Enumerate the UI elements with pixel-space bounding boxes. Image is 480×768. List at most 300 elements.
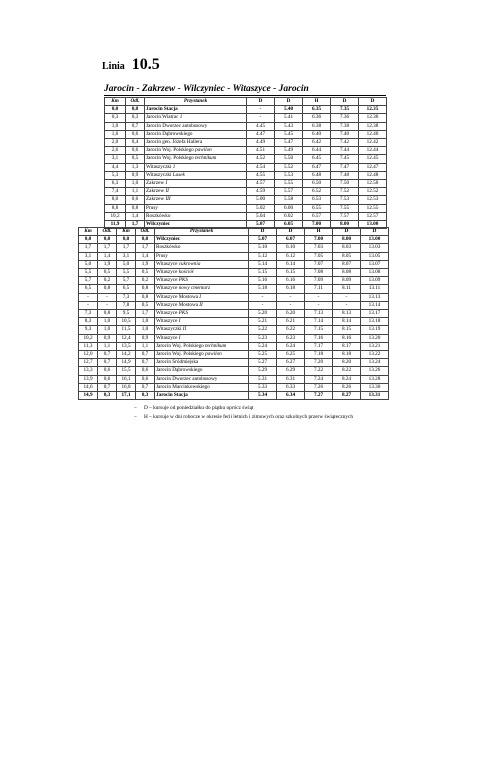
time-cell: 6.48 — [303, 171, 331, 179]
time-cell: 8.14 — [333, 318, 361, 326]
km-cell: 10,2 — [105, 212, 126, 220]
odl-b-cell: 0,3 — [136, 392, 155, 400]
table-row — [79, 277, 389, 285]
stop-suffix: I — [178, 334, 181, 341]
time-cell: 5.50 — [275, 155, 303, 163]
time-cell: 7.26 — [305, 383, 333, 391]
time-cell: 8.15 — [333, 326, 361, 334]
time-cell: 5.12 — [249, 252, 277, 260]
table-row — [105, 147, 387, 155]
time-cell: 5.49 — [275, 147, 303, 155]
note-row — [134, 413, 353, 422]
time-cell: 12.53 — [359, 196, 387, 204]
time-cell: 7.47 — [331, 163, 359, 171]
time-cell: 8.26 — [333, 383, 361, 391]
table-header-row — [79, 228, 389, 236]
time-cell: 4.51 — [247, 147, 275, 155]
time-cell: 5.57 — [275, 188, 303, 196]
stop-name: Jarocin Woj. Polskiego — [156, 351, 204, 358]
time-cell: 6.34 — [277, 392, 305, 400]
time-cell: 6.35 — [303, 106, 331, 114]
km-cell: 4,4 — [105, 163, 126, 171]
stop-name: Jarocin Śródmiejska — [156, 359, 199, 366]
col-km-b: Km — [117, 228, 136, 236]
time-cell: 13.22 — [361, 351, 389, 359]
time-cell: 5.07 — [247, 221, 275, 229]
stop-name-cell — [145, 188, 247, 196]
col-course-3: H — [303, 98, 331, 106]
km-b-cell: 1,7 — [117, 244, 136, 252]
time-cell: - — [277, 293, 305, 301]
timetable-return — [78, 227, 389, 400]
time-cell: 4.49 — [247, 139, 275, 147]
stop-suffix: technikum — [195, 155, 217, 162]
time-cell: 5.10 — [249, 244, 277, 252]
time-cell: 6.24 — [277, 342, 305, 350]
km-a-cell: 13,9 — [79, 375, 98, 383]
time-cell: 13.26 — [361, 367, 389, 375]
time-cell: 7.11 — [305, 285, 333, 293]
time-cell: 13.19 — [361, 326, 389, 334]
table-row — [79, 318, 389, 326]
time-cell: 7.05 — [305, 252, 333, 260]
odl-cell: 0,6 — [126, 147, 145, 155]
table-row — [105, 204, 387, 212]
table-row — [105, 106, 387, 114]
odl-a-cell: - — [98, 293, 117, 301]
time-cell: 6.50 — [303, 180, 331, 188]
stop-name: Prusy — [156, 252, 168, 259]
km-cell: 2,6 — [105, 147, 126, 155]
note-row — [134, 404, 353, 413]
stop-name: Zakrzew — [146, 196, 165, 203]
time-cell: - — [333, 293, 361, 301]
stop-name: Witaszyczki — [146, 163, 172, 170]
time-cell: 13.09 — [361, 277, 389, 285]
time-cell: 7.07 — [305, 260, 333, 268]
odl-b-cell: 0,9 — [136, 334, 155, 342]
time-cell: 7.55 — [331, 204, 359, 212]
stop-name-cell — [155, 359, 249, 367]
time-cell: 5.15 — [249, 269, 277, 277]
time-cell: 7.13 — [305, 310, 333, 318]
note-text: D – kursuje od poniedziałku do piątku oprócz świąt — [144, 405, 254, 411]
odl-a-cell: 0,3 — [98, 392, 117, 400]
stop-name: Witaszyczki — [146, 171, 172, 178]
table-row — [79, 301, 389, 309]
line-label: Linia — [102, 61, 125, 72]
km-a-cell: 7,3 — [79, 310, 98, 318]
col-course-4: D — [331, 98, 359, 106]
stop-suffix: II — [182, 326, 187, 333]
stop-name: Witaszyce — [156, 310, 178, 317]
km-b-cell: 14,2 — [117, 351, 136, 359]
time-cell: - — [249, 301, 277, 309]
time-cell: 8.16 — [333, 334, 361, 342]
time-cell: 5.00 — [247, 196, 275, 204]
time-cell: 5.47 — [275, 139, 303, 147]
stop-name: Jarocin gen. Józefa Hallera — [146, 139, 203, 146]
stop-suffix: cukrownia — [178, 260, 201, 267]
table-row — [79, 244, 389, 252]
table-row — [105, 188, 387, 196]
time-cell: 5.07 — [249, 236, 277, 244]
time-cell: 13.30 — [361, 383, 389, 391]
time-cell: 6.47 — [303, 163, 331, 171]
table-row — [105, 122, 387, 130]
odl-a-cell: 1,9 — [98, 260, 117, 268]
km-b-cell: 5,7 — [117, 277, 136, 285]
time-cell: 7.17 — [305, 342, 333, 350]
km-cell: 0,0 — [105, 106, 126, 114]
stop-suffix: nowy cmentarz — [178, 285, 210, 292]
stop-suffix: PKS — [178, 277, 188, 284]
time-cell: 7.14 — [305, 318, 333, 326]
time-cell: 13.17 — [361, 310, 389, 318]
stop-name-cell — [145, 139, 247, 147]
time-cell: 7.18 — [305, 351, 333, 359]
time-cell: 8.05 — [333, 252, 361, 260]
odl-a-cell: 1,1 — [98, 342, 117, 350]
time-cell: 5.40 — [275, 106, 303, 114]
time-cell: 7.38 — [331, 122, 359, 130]
line-number: 10.5 — [131, 56, 160, 73]
time-cell: 7.42 — [331, 139, 359, 147]
col-km: Km — [105, 98, 126, 106]
odl-b-cell: 0,0 — [136, 236, 155, 244]
stop-name-cell — [155, 351, 249, 359]
time-cell: - — [249, 293, 277, 301]
stop-name-cell — [145, 122, 247, 130]
time-cell: 5.24 — [249, 342, 277, 350]
stop-name-cell — [155, 269, 249, 277]
time-cell: 7.57 — [331, 212, 359, 220]
km-b-cell: 5,0 — [117, 260, 136, 268]
km-cell: 7,4 — [105, 188, 126, 196]
stop-name-cell — [155, 285, 249, 293]
odl-a-cell: 0,0 — [98, 236, 117, 244]
odl-a-cell: 0,7 — [98, 359, 117, 367]
time-cell: 6.18 — [277, 285, 305, 293]
time-cell: 5.52 — [275, 163, 303, 171]
time-cell: 13.00 — [361, 236, 389, 244]
route-title-underline — [104, 95, 386, 96]
time-cell: 13.05 — [361, 252, 389, 260]
time-cell: 4.47 — [247, 130, 275, 138]
time-cell: 5.02 — [247, 204, 275, 212]
odl-b-cell: 0,8 — [136, 293, 155, 301]
time-cell: 12.48 — [359, 171, 387, 179]
time-cell: 8.13 — [333, 310, 361, 318]
time-cell: 5.14 — [249, 260, 277, 268]
time-cell: 12.44 — [359, 147, 387, 155]
time-cell: - — [305, 301, 333, 309]
time-cell: 4.45 — [247, 122, 275, 130]
time-cell: 6.36 — [303, 114, 331, 122]
stop-name-cell — [155, 375, 249, 383]
col-odl-a: Odl. — [98, 228, 117, 236]
km-b-cell: 7,3 — [117, 293, 136, 301]
time-cell: 7.48 — [331, 171, 359, 179]
odl-a-cell: 0,6 — [98, 367, 117, 375]
col-course-1: D — [247, 98, 275, 106]
table-row — [79, 392, 389, 400]
time-cell: 8.11 — [333, 285, 361, 293]
km-b-cell: 7,8 — [117, 301, 136, 309]
stop-suffix: III — [165, 196, 171, 203]
stop-name: Witaszyce — [156, 318, 178, 325]
time-cell: 8.09 — [333, 277, 361, 285]
odl-cell: 1,1 — [126, 188, 145, 196]
time-cell: 13.07 — [361, 260, 389, 268]
time-cell: 8.07 — [333, 260, 361, 268]
time-cell: 8.22 — [333, 367, 361, 375]
line-title — [102, 56, 160, 74]
stop-name-cell — [155, 318, 249, 326]
time-cell: 13.14 — [361, 301, 389, 309]
km-b-cell: 5,5 — [117, 269, 136, 277]
km-b-cell: 17,1 — [117, 392, 136, 400]
table-row — [79, 334, 389, 342]
odl-b-cell: 0,6 — [136, 375, 155, 383]
stop-name-cell — [145, 171, 247, 179]
time-cell: 12.38 — [359, 122, 387, 130]
time-cell: 7.52 — [331, 188, 359, 196]
stop-suffix: technikum — [205, 342, 227, 349]
legend-notes — [134, 404, 353, 422]
time-cell: 5.18 — [249, 285, 277, 293]
km-a-cell: 10,2 — [79, 334, 98, 342]
time-cell: 13.20 — [361, 334, 389, 342]
time-cell: 6.02 — [275, 212, 303, 220]
time-cell: 7.40 — [331, 130, 359, 138]
stop-name: Jarocin Dworzec autobusowy — [156, 375, 218, 382]
time-cell: 7.44 — [331, 147, 359, 155]
stop-name: Prusy — [146, 204, 158, 211]
stop-name: Witaszyce — [156, 260, 178, 267]
stop-name-cell — [145, 212, 247, 220]
stop-name-cell — [155, 392, 249, 400]
stop-name: Jarocin Woj. Polskiego — [146, 155, 194, 162]
km-b-cell: 14,9 — [117, 359, 136, 367]
odl-b-cell: 0,5 — [136, 269, 155, 277]
stop-name-cell — [145, 147, 247, 155]
time-cell: 7.35 — [331, 106, 359, 114]
time-cell: 5.20 — [249, 310, 277, 318]
col-stop: Przystanek — [145, 98, 247, 106]
time-cell: 13.28 — [361, 375, 389, 383]
stop-name-cell — [155, 260, 249, 268]
table-row — [105, 130, 387, 138]
stop-name-cell — [145, 196, 247, 204]
stop-suffix: I — [199, 293, 202, 300]
time-cell: 4.52 — [247, 155, 275, 163]
odl-cell: 0,4 — [126, 139, 145, 147]
km-a-cell: 14,6 — [79, 383, 98, 391]
km-b-cell: 13,5 — [117, 342, 136, 350]
time-cell: 5.04 — [247, 212, 275, 220]
km-a-cell: 1,7 — [79, 244, 98, 252]
time-cell: 7.08 — [305, 269, 333, 277]
time-cell: 12.40 — [359, 130, 387, 138]
stop-suffix: 1 — [172, 163, 176, 170]
table-row — [79, 375, 389, 383]
time-cell: 8.18 — [333, 351, 361, 359]
time-cell: 6.10 — [277, 244, 305, 252]
time-cell: 13.31 — [361, 392, 389, 400]
odl-a-cell: 1,0 — [98, 326, 117, 334]
time-cell: 7.53 — [331, 196, 359, 204]
note-text: H – kursuje w dni robocze w okresie ferii letnich i zimowych oraz szkolnych przerw świątecznych — [144, 414, 354, 420]
km-cell: 1,0 — [105, 122, 126, 130]
time-cell: 12.35 — [359, 106, 387, 114]
stop-suffix: I — [165, 180, 168, 187]
km-a-cell: 13,3 — [79, 367, 98, 375]
stop-name-cell — [155, 277, 249, 285]
odl-cell: 1,7 — [126, 221, 145, 229]
time-cell: 5.27 — [249, 359, 277, 367]
odl-a-cell: 0,8 — [98, 285, 117, 293]
stop-name-cell — [145, 180, 247, 188]
odl-a-cell: 0,2 — [98, 277, 117, 285]
time-cell: 8.00 — [333, 236, 361, 244]
col-course-2: D — [277, 228, 305, 236]
time-cell: 6.53 — [303, 196, 331, 204]
odl-cell: 0,9 — [126, 171, 145, 179]
return-rows — [79, 236, 389, 400]
stop-name-cell — [145, 114, 247, 122]
time-cell: 6.31 — [277, 375, 305, 383]
odl-cell: 0,0 — [126, 106, 145, 114]
time-cell: 7.50 — [331, 180, 359, 188]
odl-a-cell: 0,7 — [98, 351, 117, 359]
time-cell: 12.45 — [359, 155, 387, 163]
col-km-a: Km — [79, 228, 98, 236]
time-cell: 5.58 — [275, 196, 303, 204]
time-cell: - — [305, 293, 333, 301]
table-row — [79, 236, 389, 244]
table-row — [105, 114, 387, 122]
odl-cell: 0,7 — [126, 122, 145, 130]
odl-cell: 0,6 — [126, 196, 145, 204]
table-row — [79, 252, 389, 260]
odl-b-cell: 1,4 — [136, 252, 155, 260]
time-cell: 5.16 — [249, 277, 277, 285]
km-cell: 1,6 — [105, 130, 126, 138]
col-course-5: D — [359, 98, 387, 106]
time-cell: 6.27 — [277, 359, 305, 367]
stop-name: Witaszyce — [156, 285, 178, 292]
km-a-cell: 5,0 — [79, 260, 98, 268]
time-cell: 6.05 — [275, 221, 303, 229]
stop-name: Jarocin Woj. Polskiego — [156, 342, 204, 349]
km-b-cell: 9,5 — [117, 310, 136, 318]
odl-b-cell: 1,0 — [136, 326, 155, 334]
time-cell: 6.25 — [277, 351, 305, 359]
time-cell: 7.24 — [305, 375, 333, 383]
time-cell: 8.08 — [333, 269, 361, 277]
time-cell: 7.27 — [305, 392, 333, 400]
odl-cell: 1,0 — [126, 180, 145, 188]
time-cell: 6.14 — [277, 260, 305, 268]
stop-name-cell — [155, 334, 249, 342]
stop-suffix: 1 — [179, 114, 183, 121]
time-cell: 13.13 — [361, 293, 389, 301]
km-cell: 8,8 — [105, 204, 126, 212]
km-a-cell: 12,0 — [79, 351, 98, 359]
time-cell: 8.00 — [331, 221, 359, 229]
time-cell: 13.24 — [361, 359, 389, 367]
time-cell: 8.27 — [333, 392, 361, 400]
stop-name-cell — [155, 252, 249, 260]
stop-name-cell — [155, 301, 249, 309]
odl-cell: 1,4 — [126, 212, 145, 220]
km-a-cell: 3,1 — [79, 252, 98, 260]
stop-name: Witaszyce — [156, 334, 178, 341]
table-header-row — [105, 98, 387, 106]
time-cell: 6.40 — [303, 130, 331, 138]
stop-name-cell — [155, 244, 249, 252]
time-cell: 7.20 — [305, 359, 333, 367]
stop-name: Witaszyce — [156, 277, 178, 284]
stop-name: Wilczyniec — [146, 221, 171, 228]
km-b-cell: 16,8 — [117, 383, 136, 391]
time-cell: 12.52 — [359, 188, 387, 196]
time-cell: 13.03 — [361, 244, 389, 252]
time-cell: 7.45 — [331, 155, 359, 163]
time-cell: 6.42 — [303, 139, 331, 147]
km-a-cell: 11,3 — [79, 342, 98, 350]
col-course-4: D — [333, 228, 361, 236]
stop-name: Zakrzew — [146, 180, 165, 187]
stop-name: Jarocin Stacja — [156, 392, 188, 399]
time-cell: 6.57 — [303, 212, 331, 220]
time-cell: - — [247, 114, 275, 122]
stop-name: Witaszyce — [156, 269, 178, 276]
table-row — [105, 163, 387, 171]
stop-name: Wilczyniec — [156, 236, 181, 243]
km-cell: 3,1 — [105, 155, 126, 163]
time-cell: 6.33 — [277, 383, 305, 391]
km-cell: 8,0 — [105, 196, 126, 204]
stop-suffix: Lasek — [172, 171, 185, 178]
table-row — [105, 196, 387, 204]
table-row — [105, 171, 387, 179]
stop-name-cell — [155, 293, 249, 301]
odl-b-cell: 0,7 — [136, 383, 155, 391]
time-cell: 6.45 — [303, 155, 331, 163]
time-cell: 6.52 — [303, 188, 331, 196]
outbound-rows — [105, 106, 387, 229]
time-cell: 5.55 — [275, 180, 303, 188]
time-cell: - — [333, 301, 361, 309]
time-cell: 7.22 — [305, 367, 333, 375]
time-cell: 6.12 — [277, 252, 305, 260]
time-cell: 13.21 — [361, 342, 389, 350]
stop-name: Jarocin Dworzec autobusowy — [146, 122, 208, 129]
stop-name: Witaszyce Mostowa — [156, 293, 198, 300]
col-odl: Odl. — [126, 98, 145, 106]
km-a-cell: - — [79, 301, 98, 309]
stop-name: Witaszyce Mostowa — [156, 301, 198, 308]
time-cell: 7.00 — [305, 236, 333, 244]
table-row — [79, 367, 389, 375]
odl-a-cell: 0,9 — [98, 334, 117, 342]
stop-name-cell — [155, 236, 249, 244]
odl-cell: 0,6 — [126, 130, 145, 138]
km-cell: 5,3 — [105, 171, 126, 179]
table-row — [105, 212, 387, 220]
